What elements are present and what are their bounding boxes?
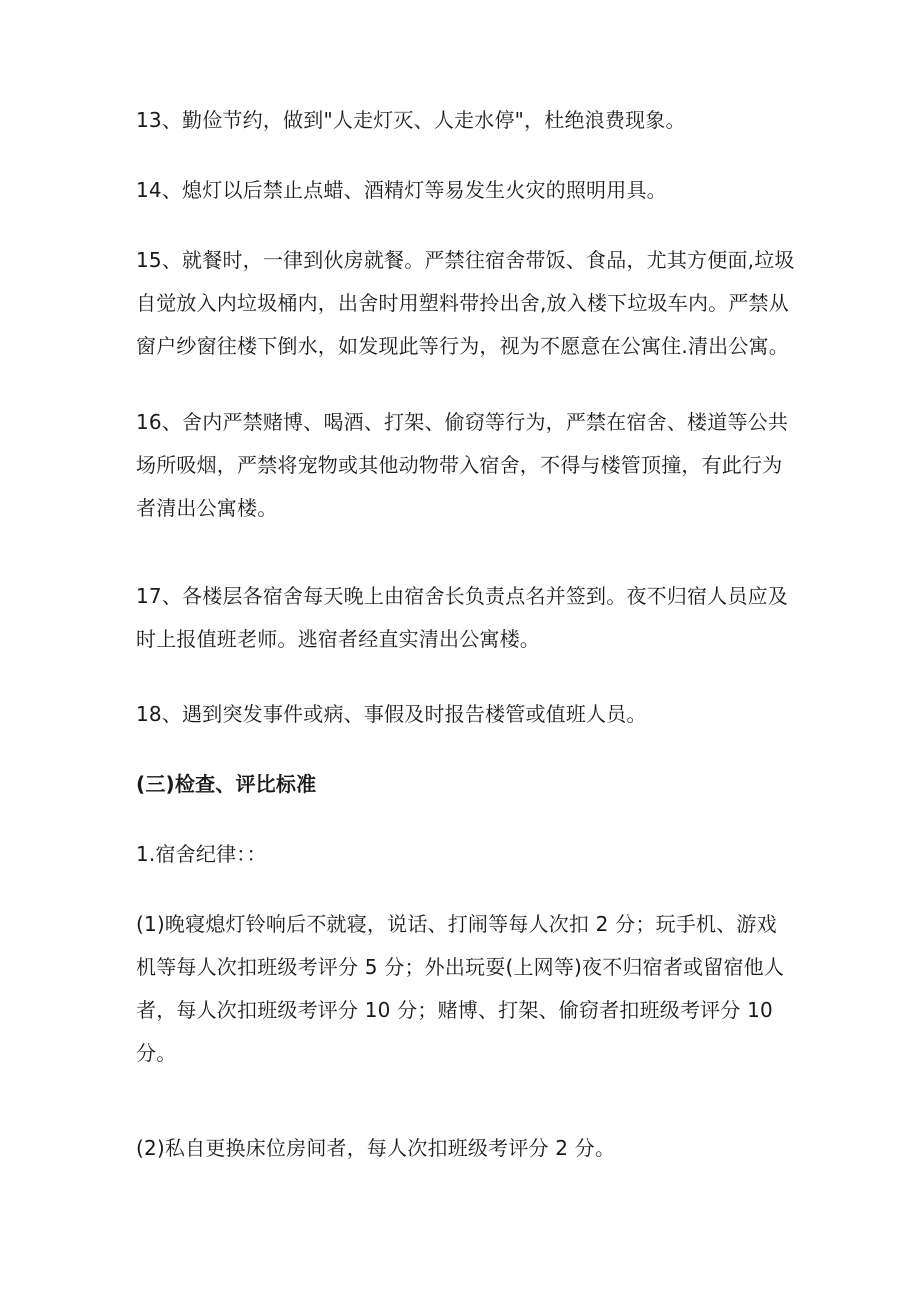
rule-18: 18、遇到突发事件或病、事假及时报告楼管或值班人员。 xyxy=(136,702,647,726)
rule-15: 15、就餐时，一律到伙房就餐。严禁往宿舍带饭、食品，尤其方便面,垃圾自觉放入内垃圾桶内，出舍时用塑料带拎出舍,放入楼下垃圾车内。严禁从窗户纱窗往楼下倒水，如发现此等行为，视为不愿意在公寓住.清出公寓。 xyxy=(136,248,795,358)
rule-13: 13、勤俭节约，做到"人走灯灭、人走水停"，杜绝浪费现象。 xyxy=(136,108,686,132)
rule-17: 17、各楼层各宿舍每天晚上由宿舍长负责点名并签到。夜不归宿人员应及时上报值班老师。逃宿者经直实清出公寓楼。 xyxy=(136,584,789,651)
section-heading: (三)检查、评比标准 xyxy=(136,772,317,796)
item-2: (2)私自更换床位房间者，每人次扣班级考评分 2 分。 xyxy=(136,1136,616,1160)
rule-14: 14、熄灯以后禁止点蜡、酒精灯等易发生火灾的照明用具。 xyxy=(136,178,667,202)
subheading-dorm-discipline: 1.宿舍纪律：： xyxy=(136,842,267,866)
item-1: (1)晚寝熄灯铃响后不就寝，说话、打闹等每人次扣 2 分；玩手机、游戏机等每人次扣班级考评分 5 分；外出玩耍(上网等)夜不归宿者或留宿他人者，每人次扣班级考评分 10 分；赌博、打架、偷窃者扣班级考评分 10 分。 xyxy=(136,912,785,1065)
rule-16: 16、舍内严禁赌博、喝酒、打架、偷窃等行为，严禁在宿舍、楼道等公共场所吸烟，严禁将宠物或其他动物带入宿舍，不得与楼管顶撞，有此行为者清出公寓楼。 xyxy=(136,410,789,520)
